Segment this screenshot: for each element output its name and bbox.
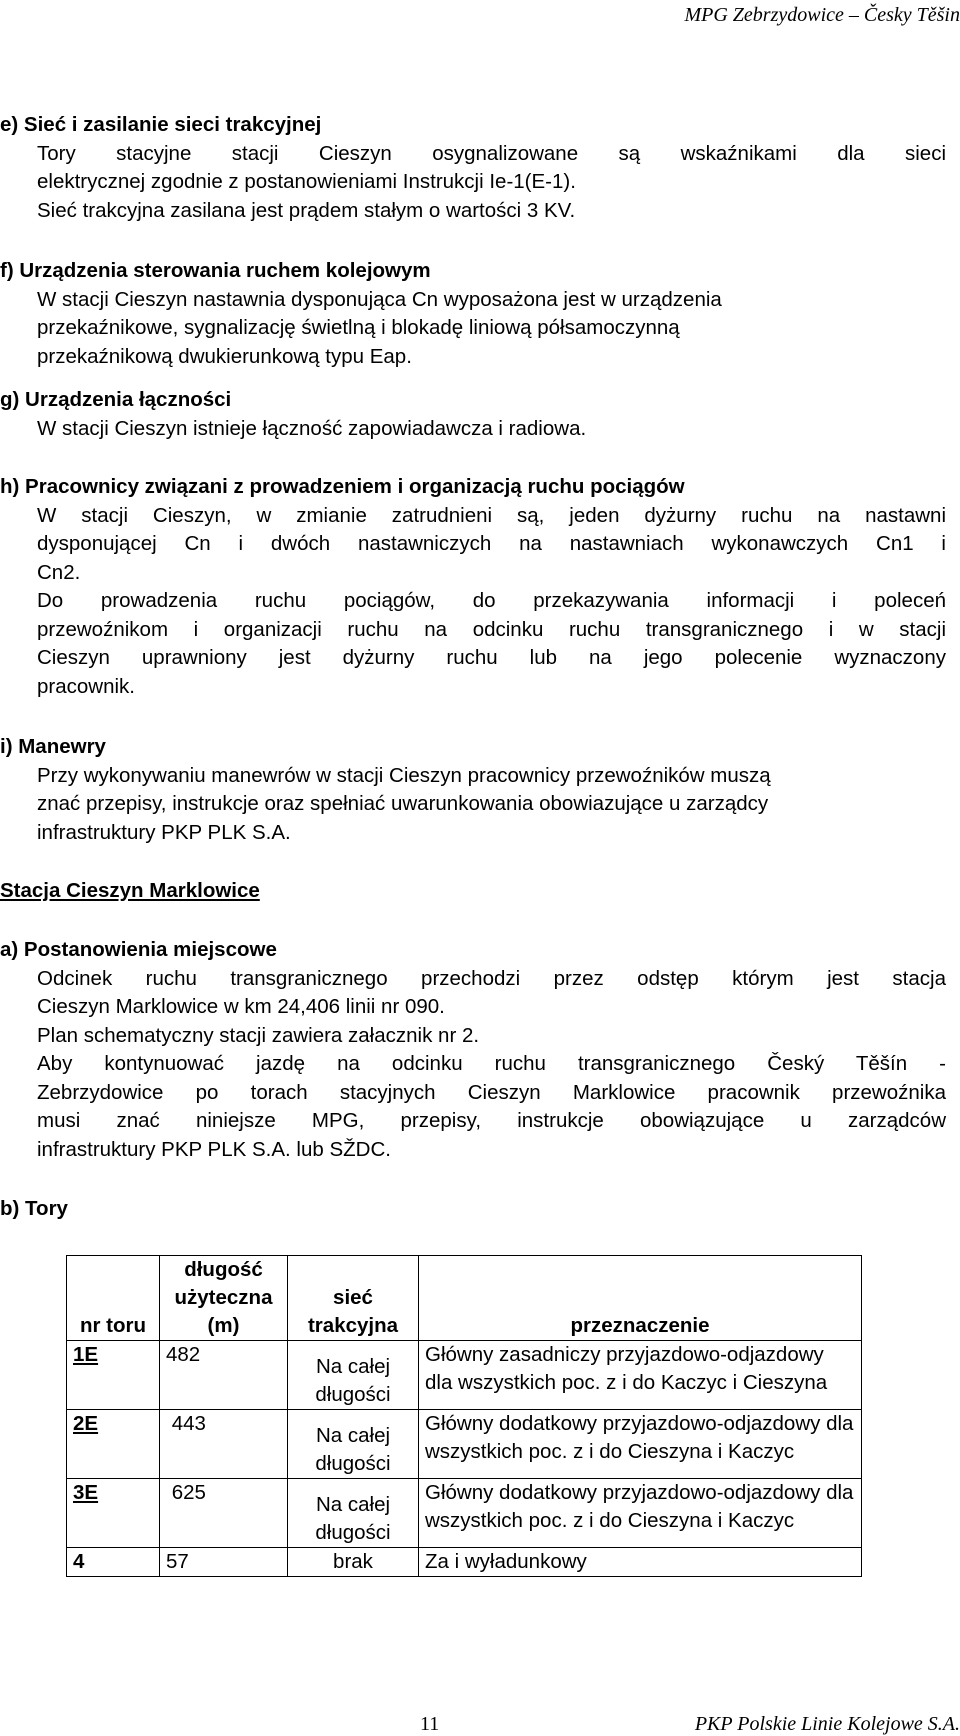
section-f-line: przekaźnikowe, sygnalizację świetlną i blokadę liniową półsamoczynną: [37, 316, 680, 339]
section-h-title: h) Pracownicy związani z prowadzeniem i organizacją ruchu pociągów: [0, 475, 685, 498]
section-g: [0, 386, 946, 443]
station-heading: [0, 877, 946, 906]
section-i-title: i) Manewry: [0, 735, 106, 758]
track-length: 482: [160, 1341, 288, 1410]
section-a-line: Aby kontynuować jazdę na odcinku ruchu transgranicznego Český Těšín -: [37, 1052, 946, 1075]
section-e-line: elektrycznej zgodnie z postanowieniami Instrukcji Ie-1(E-1).: [37, 170, 576, 193]
track-traction: [288, 1410, 419, 1479]
section-i-line: Przy wykonywaniu manewrów w stacji Cieszyn pracownicy przewoźników muszą: [37, 763, 771, 787]
section-f: [0, 257, 946, 371]
table-row: [67, 1341, 862, 1410]
section-g-title: g) Urządzenia łączności: [0, 388, 232, 411]
section-g-line: W stacji Cieszyn istnieje łączność zapowiadawcza i radiowa.: [37, 416, 587, 440]
section-i-line: znać przepisy, instrukcje oraz spełniać uwarunkowania obowiazujące u zarządcy: [37, 792, 769, 815]
track-purpose: Główny dodatkowy przyjazdowo-odjazdowy dla wszystkich poc. z i do Cieszyna i Kaczyc: [419, 1410, 862, 1479]
section-e-line: Tory stacyjne stacji Cieszyn osygnalizowane są wskaźnikami dla sieci: [37, 141, 946, 165]
track-length: 443: [160, 1410, 288, 1479]
track-purpose: Za i wyładunkowy: [419, 1548, 862, 1577]
section-i-line: infrastruktury PKP PLK S.A.: [37, 820, 291, 844]
section-e-line: Sieć trakcyjna zasilana jest prądem stałym o wartości 3 KV.: [37, 198, 576, 222]
header-length: długość użyteczna (m): [160, 1256, 288, 1341]
table-row: [67, 1410, 862, 1479]
section-h-line: W stacji Cieszyn, w zmianie zatrudnieni są, jeden dyżurny ruchu na nastawni: [37, 503, 946, 527]
page-number: 11: [420, 1713, 440, 1735]
track-purpose: Główny zasadniczy przyjazdowo-odjazdowy dla wszystkich poc. z i do Kaczyc i Cieszyna: [419, 1341, 862, 1410]
track-number: 4: [67, 1548, 160, 1577]
section-a-line: Cieszyn Marklowice w km 24,406 linii nr 090.: [37, 995, 445, 1018]
page-header: MPG Zebrzydowice – Česky Těšin: [684, 4, 960, 26]
section-b: [0, 1195, 946, 1224]
header-purpose: przeznaczenie: [419, 1256, 862, 1341]
section-h-line: przewoźnikom i organizacji ruchu na odcinku ruchu transgranicznego i w stacji: [37, 617, 946, 641]
track-traction-text: Na całej długości: [315, 1424, 391, 1475]
section-h: [0, 473, 946, 701]
section-h-line: Do prowadzenia ruchu pociągów, do przekazywania informacji i poleceń: [37, 589, 946, 612]
footer-company: PKP Polskie Linie Kolejowe S.A.: [694, 1713, 960, 1735]
section-a-line: Odcinek ruchu transgranicznego przechodzi przez odstęp którym jest stacja: [37, 966, 946, 990]
track-length: 57: [160, 1548, 288, 1577]
section-h-line: Cn2.: [37, 560, 81, 584]
section-h-line: Cieszyn uprawniony jest dyżurny ruchu lub na jego polecenie wyznaczony: [37, 646, 946, 669]
section-e-title: e) Sieć i zasilanie sieci trakcyjnej: [0, 113, 322, 136]
track-length: 625: [160, 1479, 288, 1548]
header-traction: sieć trakcyjna: [288, 1256, 419, 1341]
track-traction: [288, 1479, 419, 1548]
section-a-line: infrastruktury PKP PLK S.A. lub SŽDC.: [37, 1137, 391, 1161]
section-a-title: a) Postanowienia miejscowe: [0, 938, 277, 961]
table-header-row: [67, 1256, 862, 1341]
track-number: 2E: [67, 1410, 160, 1479]
track-traction-text: Na całej długości: [315, 1493, 391, 1544]
track-traction-text: Na całej długości: [315, 1355, 391, 1406]
track-traction: [288, 1341, 419, 1410]
section-a: [0, 936, 946, 1164]
section-f-line: przekaźnikową dwukierunkową typu Eap.: [37, 344, 412, 368]
section-e: [0, 111, 946, 225]
section-a-line: Plan schematyczny stacji zawiera załacznik nr 2.: [37, 1023, 480, 1047]
track-purpose: Główny dodatkowy przyjazdowo-odjazdowy dla wszystkich poc. z i do Cieszyna i Kaczyc: [419, 1479, 862, 1548]
section-f-title: f) Urządzenia sterowania ruchem kolejowym: [0, 259, 431, 282]
track-number: 1E: [67, 1341, 160, 1410]
section-f-line: W stacji Cieszyn nastawnia dysponująca Cn wyposażona jest w urządzenia: [37, 287, 722, 311]
section-h-line: pracownik.: [37, 674, 135, 698]
track-traction: brak: [288, 1548, 419, 1577]
table-row: [67, 1548, 862, 1577]
section-i: [0, 733, 946, 847]
header-track-number: nr toru: [67, 1256, 160, 1341]
section-b-title: b) Tory: [0, 1197, 68, 1220]
section-h-line: dysponującej Cn i dwóch nastawniczych na nastawniach wykonawczych Cn1 i: [37, 532, 946, 555]
table-row: [67, 1479, 862, 1548]
track-number: 3E: [67, 1479, 160, 1548]
station-title: Stacja Cieszyn Marklowice: [0, 879, 260, 902]
tracks-table: [66, 1255, 862, 1577]
section-a-line: musi znać niniejsze MPG, przepisy, instrukcje obowiązujące u zarządców: [37, 1109, 946, 1132]
section-a-line: Zebrzydowice po torach stacyjnych Cieszyn Marklowice pracownik przewoźnika: [37, 1080, 946, 1104]
